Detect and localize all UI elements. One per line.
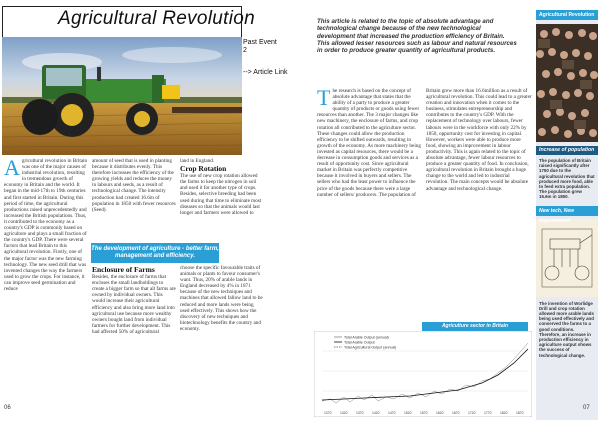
sidebar-head-improvement: New tech, New bbox=[536, 206, 598, 216]
right-col-1 bbox=[317, 85, 421, 198]
heading-crop-rotation: Crop Rotation bbox=[180, 164, 227, 174]
sidebar-head: Agricultural Revolution bbox=[536, 10, 598, 20]
page-number-left: 06 bbox=[4, 405, 11, 411]
side-notes bbox=[243, 39, 299, 77]
x-tick: 1370 bbox=[356, 411, 364, 415]
x-tick: 1270 bbox=[324, 411, 332, 415]
crowd-photo bbox=[536, 24, 598, 142]
legend-3: Total Agricultural Output (annual) bbox=[344, 345, 397, 350]
left-col-2-top bbox=[92, 158, 176, 213]
sidebar-head-population: Increase of population bbox=[536, 146, 598, 155]
chart-title: Agriculture sector in Britain bbox=[422, 322, 528, 331]
right-col2-text: Britain grew more than 16.6million as a result of agricultural revolution. This could lead to a greater creation and innovation when it comes to the business, stimulates entrepreneurship and contributes to the country's GDP. With the replacement of technology over labours, fewer labours were in the workforce with only 22% by 1850, opportunity cost for investing in capital. However, workers were able to produce more food, showing an improvement in labour productivity. This is again related to the topic of absolute advantage, fewer labour resources to produce a greater quantity of food. In conclusion, agricultural revolution in Britain brought a huge change to the world and led to industrial revolution. The main concepts would be absolute advantage and technological change. bbox=[426, 88, 532, 192]
right-col1-text: he research is based on the concept of absolute advantage that states that the ability of a party to produce a greater quantity of products or goods using fewer resources than another. The 3 major changes like new machinery, the enclosure of farms, and crop rotation all contributed to the agriculture sector. These changes could allow the production efficiency to be shifted outwards, resulting in growth of the economy. As more machinery being invested as capital resources, there would be a decrease in consumption goods and services as a result of opportunity cost. Since agricultural market in Britain was perfectly competitive because it involved in buyers and sellers. The sellers who had the least power to influence the price of the goods because there were a large number of sellers/ producers. The population of bbox=[317, 88, 421, 198]
article-link[interactable]: --> Article Link bbox=[243, 69, 288, 76]
x-tick: 1420 bbox=[372, 411, 380, 415]
col3-text-bottom: choose the specific favourable traits of animals or plants to favour consumer's want. Thus, 20% of arable lands in England decreased by 4% in 1871 because of the new techniques and machines that allowed fallow land to be reduced and more lands were being used effectively. This shows how the discovery of new techniques and biotechnology benefits the country and economy. bbox=[180, 265, 263, 332]
col3-text-top: land in England. bbox=[180, 158, 215, 164]
past-event-number: 2 bbox=[243, 47, 247, 54]
past-event-label: Past Event bbox=[243, 39, 277, 46]
x-tick: 1720 bbox=[468, 411, 476, 415]
dropcap-a: A bbox=[4, 155, 20, 180]
page-number-right: 07 bbox=[583, 405, 590, 411]
right-sidebar bbox=[536, 10, 598, 420]
x-tick: 1320 bbox=[340, 411, 348, 415]
x-tick: 1520 bbox=[404, 411, 412, 415]
left-col-3-top bbox=[180, 158, 264, 216]
x-tick: 1620 bbox=[436, 411, 444, 415]
development-banner: The development of agriculture - better farm, management and efficiency. bbox=[91, 243, 219, 263]
heading-enclosure: Enclosure of Farms bbox=[92, 265, 155, 274]
legend-2: Total Arable Output bbox=[344, 340, 375, 345]
left-col-3-bottom bbox=[180, 265, 264, 332]
col2-text-top: amount of seed that is used in planting because it distributes evenly. This therefore increases the efficiency of the growing yields and reduces the money in labours and seeds, as a result of technological change. The intensity production had created 16.6m of population in 1850 with fewer resources (Seed). bbox=[92, 158, 176, 213]
right-col-2 bbox=[426, 88, 532, 192]
x-tick: 1570 bbox=[420, 411, 428, 415]
improvement-text: The invention of Worlidge Drill and crop rotation allowed more arable lands being used effectively and conserved the farms to a good conditions. Therefore, an increase in production efficiency in agriculture output shows the success of technological change. bbox=[539, 300, 594, 358]
left-col-2-bottom bbox=[92, 265, 176, 335]
seed-drill-illustration bbox=[536, 219, 598, 297]
col1-text: gricultural revolution in Britain was one of the major causes of industrial revolution, resulting in tremendous growth of economy in Britain and the world. It began in the mid-17th to 19th centuries and first started in Britain. During this period of time, the agricultural productions raised unprecedentedly and increased the British populations. Thus, it contributed to the economy as a country's GDP is commonly based on agriculture and plays a small fraction of the country's GDP. There were several factors that lead Britain to this agricultural revolution. Firstly, one of the major factor was the new farming technology. The new seed drill that was invented changes the way the farmers used to grow the crops. For instance, it can improve seed germination and reduce bbox=[4, 158, 88, 292]
intro-text: This article is related to the topic of absolute advantage and technological change because of the new technological development that increased the production efficiency of Britain. This allowed lesser resources such as labour and natural resources in order to produce greater quantity of agricultural products. bbox=[317, 18, 517, 55]
tractor-photo bbox=[2, 37, 242, 155]
population-text: The population of Britain raised significantly after 1750 due to the agricultural revolution that produced more food, able to feed extra population. The population grew 16.6m in 1850. bbox=[539, 158, 595, 200]
legend-1: Total Arable Output (annual) bbox=[344, 335, 389, 340]
x-tick: 1820 bbox=[500, 411, 508, 415]
x-tick: 1670 bbox=[452, 411, 460, 415]
x-tick: 1870 bbox=[516, 411, 524, 415]
page-title: Agricultural Revolution bbox=[58, 8, 255, 29]
col3-text-mid: The use of new crop rotation allowed the farms to keep the nitrogen in soil and used it for another type of crops. Besides, selective breeding had been used during that time to eliminate most diseases so that the animals would last longer and farmers were allowed to bbox=[180, 173, 262, 216]
left-col-1 bbox=[4, 155, 89, 292]
agriculture-chart bbox=[314, 323, 532, 417]
x-tick: 1770 bbox=[484, 411, 492, 415]
dropcap-t: T bbox=[317, 85, 331, 110]
x-tick: 1470 bbox=[388, 411, 396, 415]
col2-text-bottom: Besides, the enclosure of farms that encloses the small landholdings to create a bigger farm so that all farms are owned by individual owners. This would increase their agricultural efficiency and also bring more land into agricultural use because more wealthy owners bought land from individual farmers for further development. This had affected 50% of agricultural bbox=[92, 274, 176, 335]
